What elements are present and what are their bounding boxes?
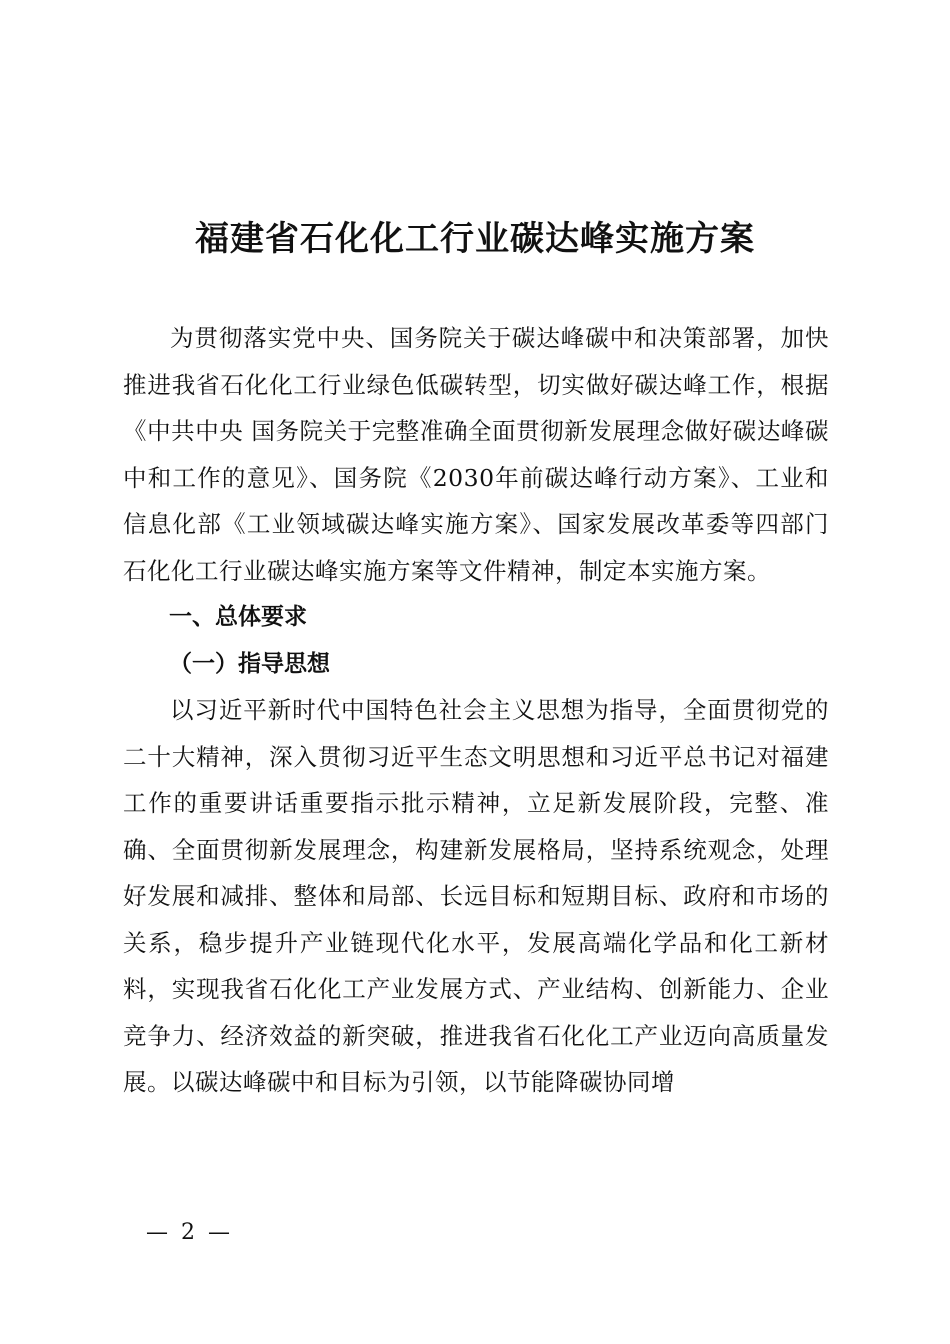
document-title: 福建省石化化工行业碳达峰实施方案: [195, 219, 755, 259]
section-heading: 一、总体要求: [169, 604, 307, 630]
subsection-heading: （一）指导思想: [169, 650, 330, 677]
document-body: [123, 315, 829, 1106]
guiding-paragraph: 以习近平新时代中国特色社会主义思想为指导，全面贯彻党的二十大精神，深入贯彻习近平生态文明思想和习近平总书记对福建工作的重要讲话重要指示批示精神，立足新发展阶段，完整、准确、全面贯彻新发展理念，构建新发展格局，坚持系统观念，处理好发展和减排、整体和局部、长远目标和短期目标、政府和市场的关系，稳步提升产业链现代化水平，发展高端化学品和化工新材料，实现我省石化化工产业发展方式、产业结构、创新能力、企业竞争力、经济效益的新突破，推进我省石化化工产业迈向高质量发展。以碳达峰碳中和目标为引领，以节能降碳协同增: [123, 696, 829, 1096]
intro-paragraph: 为贯彻落实党中央、国务院关于碳达峰碳中和决策部署，加快推进我省石化化工行业绿色低碳转型，切实做好碳达峰工作，根据《中共中央 国务院关于完整准确全面贯彻新发展理念做好碳达峰碳中和工作的意见》、国务院《2030年前碳达峰行动方案》、工业和信息化部《工业领域碳达峰实施方案》、国家发展改革委等四部门石化化工行业碳达峰实施方案等文件精神，制定本实施方案。: [123, 324, 829, 585]
page-number: — 2 —: [146, 1220, 233, 1245]
